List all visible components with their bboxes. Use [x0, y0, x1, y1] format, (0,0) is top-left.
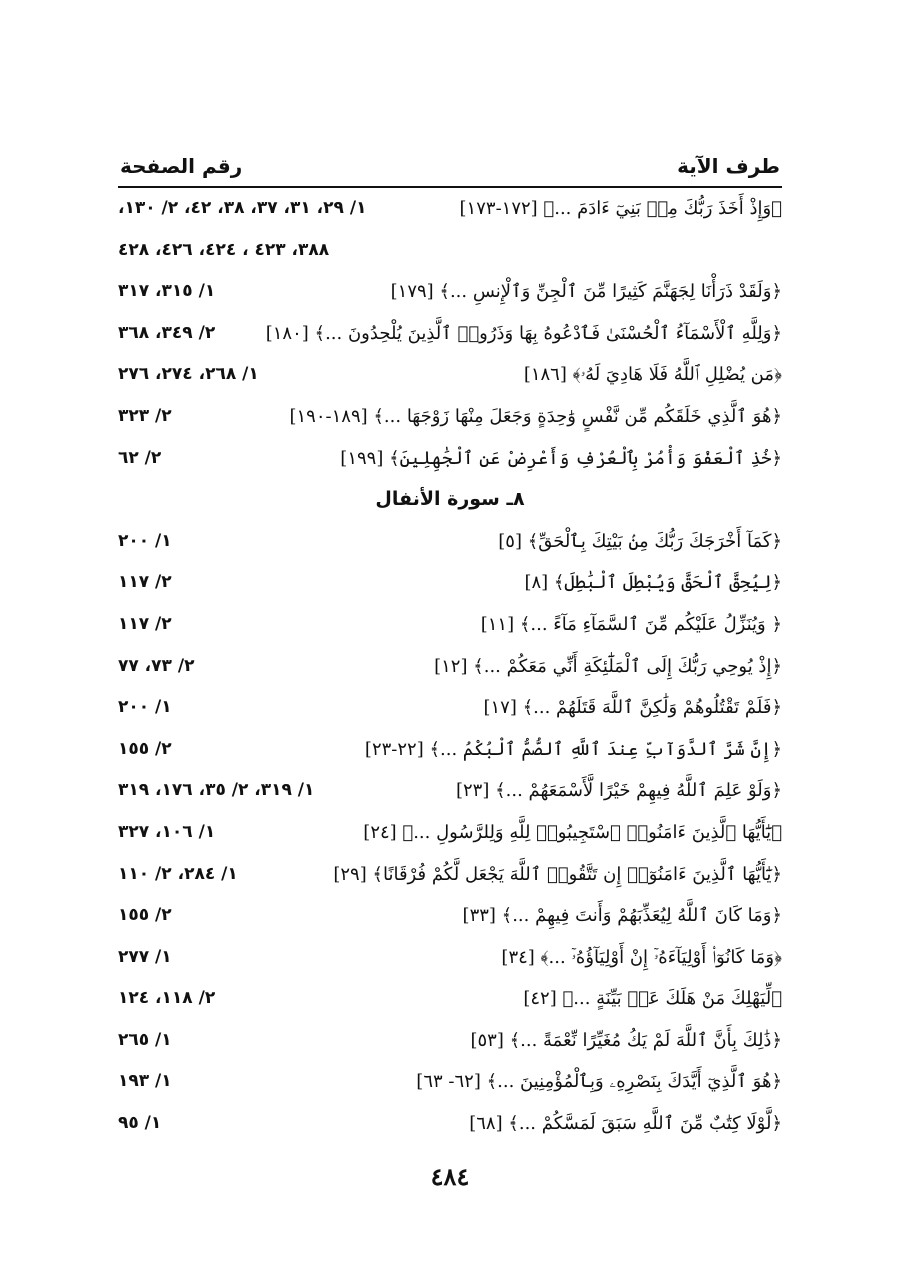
ayah-excerpt: ﴿وَمَا كَانَ ٱللَّهُ لِيُعَذِّبَهُمْ وَأَنتَ فِيهِمْ ...﴾ [٣٣]	[462, 905, 782, 927]
ayah-excerpt: ﴿كَمَآ أَخْرَجَكَ رَبُّكَ مِنۢ بَيْتِكَ بِٱلْحَقِّ﴾ [٥]	[498, 530, 782, 552]
page-reference: ٢/ ٦٢	[118, 447, 162, 468]
page-reference: ٢/ ٣٤٩، ٣٦٨	[118, 322, 216, 343]
ayah-excerpt: ﴿لِيُحِقَّ ٱلْحَقَّ وَيُبْطِلَ ٱلْبَٰطِلَ﴾ [٨]	[524, 572, 782, 594]
index-row	[118, 895, 782, 937]
index-row	[118, 687, 782, 729]
page-reference: ١/ ٢٦٥	[118, 1029, 172, 1050]
page-reference: ١/ ٣١٩، ٢/ ٣٥، ١٧٦، ٣١٩	[118, 780, 315, 801]
index-row	[118, 812, 782, 854]
index-row	[118, 1061, 782, 1103]
ayah-excerpt: ﴿ذَٰلِكَ بِأَنَّ ٱللَّهَ لَمْ يَكُ مُغَيِّرًا نِّعْمَةً ...﴾ [٥٣]	[470, 1029, 782, 1051]
index-row	[118, 354, 782, 396]
page-reference: ٢/ ١٥٥	[118, 738, 172, 759]
page-reference: ٢/ ١١٧	[118, 613, 172, 634]
ayah-excerpt: ﴿إِنَّ شَرَّ ٱلدَّوَآبِّ عِندَ ٱللَّهِ ٱلصُّمُّ ٱلْبُكْمُ ...﴾ [٢٢-٢٣]	[364, 738, 782, 760]
ayah-excerpt: ﴿مَن يُضْلِلِ ٱللَّهُ فَلَا هَادِيَ لَهُۥ﴾ [١٨٦]	[523, 364, 782, 386]
index-row	[118, 729, 782, 771]
index-row	[118, 271, 782, 313]
page-reference: ١/ ٣١٥، ٣١٧	[118, 281, 216, 302]
index-rows	[118, 188, 782, 1145]
ayah-excerpt: ﴿هُوَ ٱلَّذِيٓ أَيَّدَكَ بِنَصْرِهِۦ وَبِٱلْمُؤْمِنِينَ ...﴾ [٦٢- ٦٣]	[416, 1071, 782, 1093]
index-row	[118, 646, 782, 688]
index-row	[118, 521, 782, 563]
surah-title: ٨ـ سورة الأنفال	[375, 488, 525, 511]
page-reference: ١/ ٢٠٠	[118, 697, 172, 718]
index-row	[118, 1020, 782, 1062]
page-reference: ١/ ١٩٣	[118, 1071, 172, 1092]
ayah-excerpt: ﴿يَٰٓأَيُّهَا ٱلَّذِينَ ءَامَنُوٓا۟ إِن تَتَّقُوا۟ ٱللَّهَ يَجْعَل لَّكُمْ فُرْقَانًا﴾ [٢٩]	[333, 863, 782, 885]
page-reference: ١/ ٢٠٠	[118, 530, 172, 551]
index-row	[118, 604, 782, 646]
page-number: ٤٨٤	[430, 1162, 470, 1191]
ayah-excerpt: ﴿خُذِ ٱلْعَفْوَ وَأْمُرْ بِٱلْعُرْفِ وَأَعْرِضْ عَنِ ٱلْجَٰهِلِينَ﴾ [١٩٩]	[340, 447, 782, 469]
index-row	[118, 438, 782, 480]
index-row	[118, 770, 782, 812]
index-row	[118, 313, 782, 355]
ayah-excerpt: ﴿هُوَ ٱلَّذِي خَلَقَكُم مِّن نَّفْسٍ وَٰحِدَةٍ وَجَعَلَ مِنْهَا زَوْجَهَا ...﴾ [١٨٩-١٩٠]	[289, 405, 782, 427]
index-row	[118, 854, 782, 896]
page-reference: ٢/ ١٥٥	[118, 905, 172, 926]
ayah-excerpt: ﴿لَّوْلَا كِتَٰبٌ مِّنَ ٱللَّهِ سَبَقَ لَمَسَّكُمْ ...﴾ [٦٨]	[469, 1113, 782, 1135]
index-row	[118, 230, 782, 272]
page-reference: ٣٨٨، ٤٢٣ ، ٤٢٤، ٤٢٦، ٤٢٨	[118, 239, 330, 260]
index-row	[118, 396, 782, 438]
page-reference: ١/ ٢٧٧	[118, 946, 172, 967]
index-row	[118, 188, 782, 230]
ayah-excerpt: ﴿وَلِلَّهِ ٱلْأَسْمَآءُ ٱلْحُسْنَىٰ فَٱدْعُوهُ بِهَا وَذَرُوا۟ ٱلَّذِينَ يُلْحِدُونَ ...﴾ [١٨٠]	[265, 322, 782, 344]
surah-section-heading	[118, 479, 782, 521]
page-reference: ٢/ ٧٣، ٧٧	[118, 655, 195, 676]
ayah-excerpt: ﴿فَلَمْ تَقْتُلُوهُمْ وَلَٰكِنَّ ٱللَّهَ قَتَلَهُمْ ...﴾ [١٧]	[483, 697, 782, 719]
page-reference: ١/ ٢٩، ٣١، ٣٧، ٣٨، ٤٢، ٢/ ١٣٠،	[118, 198, 367, 218]
page-column-heading: رقم الصفحة	[120, 154, 243, 178]
page-reference: ٢/ ١١٨، ١٢٤	[118, 988, 216, 1009]
index-row	[118, 978, 782, 1020]
ayah-column-heading: طرف الآية	[677, 154, 780, 178]
index-page	[118, 150, 782, 1200]
page-reference: ١/ ٢٦٨، ٢٧٤، ٢٧٦	[118, 364, 259, 385]
ayah-excerpt: ﴿وَإِذْ أَخَذَ رَبُّكَ مِنۢ بَنِيٓ ءَادَمَ ...﴾ [١٧٢-١٧٣]	[459, 198, 782, 219]
table-header	[118, 150, 782, 188]
ayah-excerpt: ﴿وَمَا كَانُوٓا۟ أَوْلِيَآءَهُۥٓ إِنْ أَوْلِيَآؤُهُۥٓ ...﴾ [٣٤]	[501, 946, 782, 968]
page-reference: ١/ ١٠٦، ٣٢٧	[118, 821, 216, 842]
ayah-excerpt: ﴿يَٰٓأَيُّهَا ٱلَّذِينَ ءَامَنُوا۟ ٱسْتَجِيبُوا۟ لِلَّهِ وَلِلرَّسُولِ ...﴾ [٢٤]	[363, 821, 782, 843]
ayah-excerpt: ﴿وَلَقَدْ ذَرَأْنَا لِجَهَنَّمَ كَثِيرًا مِّنَ ٱلْجِنِّ وَٱلْإِنسِ ...﴾ [١٧٩]	[390, 281, 782, 303]
ayah-excerpt: ﴿إِذْ يُوحِي رَبُّكَ إِلَى ٱلْمَلَٰٓئِكَةِ أَنِّي مَعَكُمْ ...﴾ [١٢]	[434, 655, 782, 677]
ayah-excerpt: ﴿لِّيَهْلِكَ مَنْ هَلَكَ عَنۢ بَيِّنَةٍ ...﴾ [٤٢]	[523, 988, 782, 1010]
page-reference: ١/ ٢٨٤، ٢/ ١١٠	[118, 863, 238, 884]
index-row	[118, 562, 782, 604]
ayah-excerpt: ﴿ وَيُنَزِّلُ عَلَيْكُم مِّنَ ٱلسَّمَآءِ مَآءً ...﴾ [١١]	[480, 613, 782, 635]
page-reference: ٢/ ٣٢٣	[118, 405, 172, 426]
index-row	[118, 1103, 782, 1145]
page-reference: ١/ ٩٥	[118, 1113, 162, 1134]
ayah-excerpt: ﴿وَلَوْ عَلِمَ ٱللَّهُ فِيهِمْ خَيْرًا لَّأَسْمَعَهُمْ ...﴾ [٢٣]	[455, 780, 782, 802]
page-reference: ٢/ ١١٧	[118, 572, 172, 593]
index-row	[118, 937, 782, 979]
